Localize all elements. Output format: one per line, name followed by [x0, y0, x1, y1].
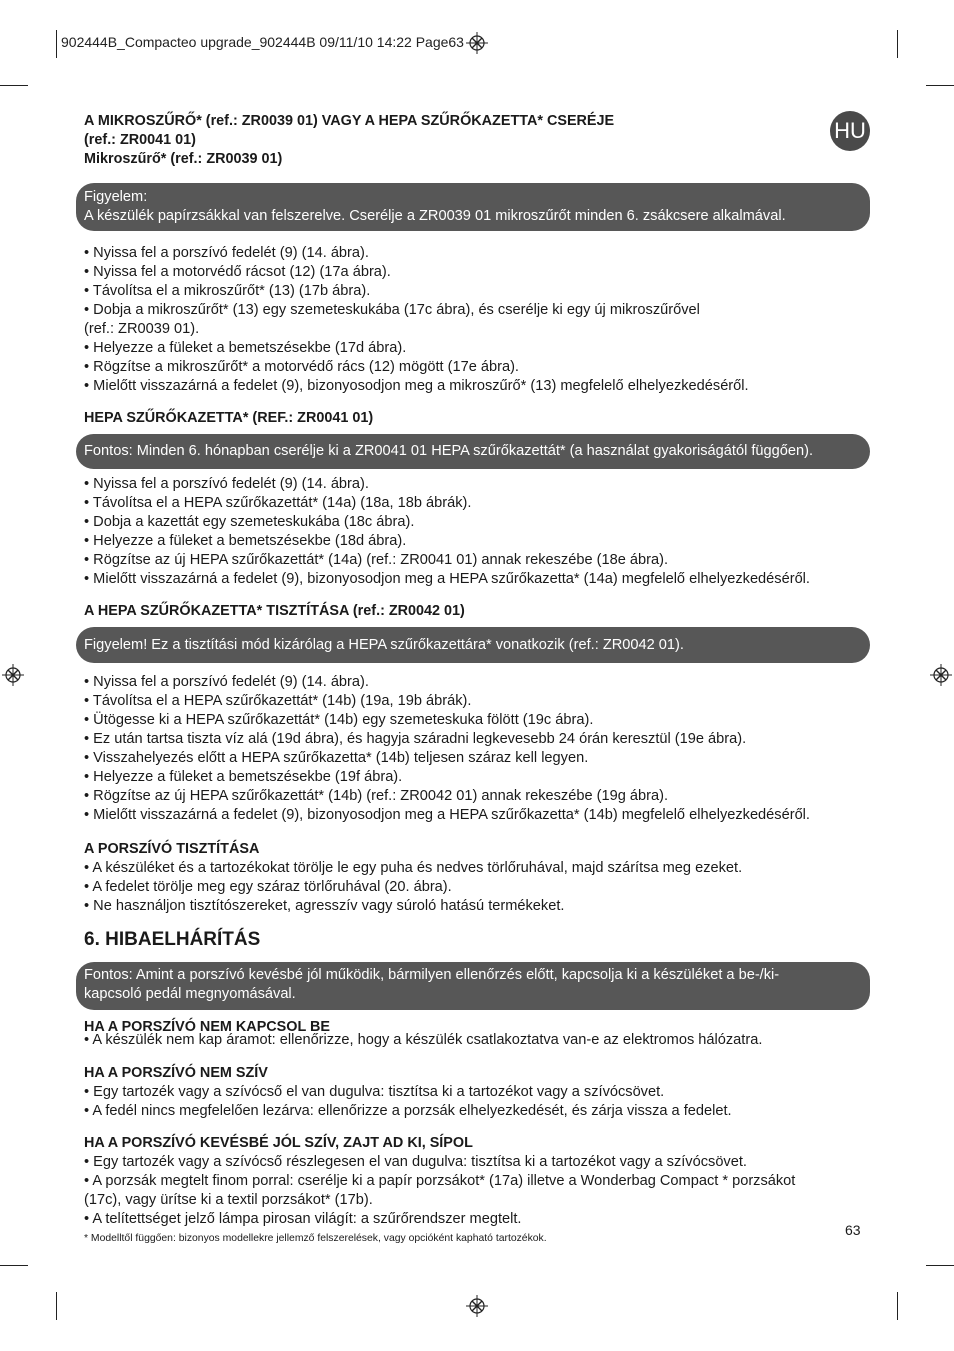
notice-box [76, 627, 870, 663]
list-item: • Nyissa fel a porszívó fedelét (9) (14. ábra). [84, 476, 369, 492]
notice-text: Fontos: Minden 6. hónapban cserélje ki a ZR0041 01 HEPA szűrőkazettát* (a használat gyakoriságától függően). [84, 443, 814, 459]
notice-text: Figyelem: [84, 189, 148, 205]
subsection-heading: HEPA SZŰRŐKAZETTA* (REF.: ZR0041 01) [84, 410, 374, 426]
section-title-line: (ref.: ZR0041 01) [84, 132, 196, 148]
section-heading: 6. HIBAELHÁRÍTÁS [84, 929, 261, 950]
list-item: • Mielőtt visszazárná a fedelet (9), bizonyosodjon meg a mikroszűrő* (13) megfelelő elhelyezkedéséről. [84, 378, 749, 394]
list-item: • Helyezze a füleket a bemetszésekbe (17d ábra). [84, 340, 407, 356]
notice-box [76, 434, 870, 469]
list-item: • Egy tartozék vagy a szívócső részlegesen el van dugulva: tisztítsa ki a tartozékot vagy a szívócsövet. [84, 1154, 747, 1170]
subsection-heading: HA A PORSZÍVÓ NEM KAPCSOL BE [84, 1019, 330, 1035]
list-item: • Rögzítse az új HEPA szűrőkazettát* (14a) (ref.: ZR0041 01) annak rekeszébe (18e ábra). [84, 552, 669, 568]
list-item: • Távolítsa el a HEPA szűrőkazettát* (14a) (18a, 18b ábrák). [84, 495, 472, 511]
list-item: (ref.: ZR0039 01). [84, 321, 200, 337]
list-item: • Visszahelyezés előtt a HEPA szűrőkazetta* (14b) teljesen száraz kell legyen. [84, 750, 589, 766]
page-number: 63 [845, 1222, 861, 1238]
list-item: • Nyissa fel a porszívó fedelét (9) (14. ábra). [84, 674, 369, 690]
list-item: • Helyezze a füleket a bemetszésekbe (19f ábra). [84, 769, 403, 785]
crop-mark [926, 1265, 954, 1266]
list-item: • A készüléket és a tartozékokat törölje le egy puha és nedves törlőruhával, majd szárítsa meg ezeket. [84, 860, 743, 876]
list-item: • Ez után tartsa tiszta víz alá (19d ábra), és hagyja száradni legkevesebb 24 órán keresztül (19e ábra). [84, 731, 747, 747]
list-item: • Nyissa fel a porszívó fedelét (9) (14. ábra). [84, 245, 369, 261]
list-item: • A porzsák megtelt finom porral: cserélje ki a papír porzsákot* (17a) illetve a Wonderbag Compact * porzsákot [84, 1173, 796, 1189]
crop-mark [0, 1265, 28, 1266]
list-item: • Távolítsa el a mikroszűrőt* (13) (17b ábra). [84, 283, 371, 299]
section-title [84, 112, 614, 169]
notice-text: kapcsoló pedál megnyomásával. [84, 986, 296, 1002]
registration-mark-icon [466, 1295, 488, 1317]
list-item: • Nyissa fel a motorvédő rácsot (12) (17a ábra). [84, 264, 391, 280]
list-item: • Dobja a kazettát egy szemeteskukába (18c ábra). [84, 514, 415, 530]
list-item: (17c), vagy ürítse ki a textil porzsákot* (17b). [84, 1192, 373, 1208]
subsection-heading: A PORSZÍVÓ TISZTÍTÁSA [84, 841, 260, 857]
registration-mark-icon [466, 32, 488, 54]
notice-text: Fontos: Amint a porszívó kevésbé jól működik, bármilyen ellenőrzés előtt, kapcsolja ki a készüléket a be-/ki- [84, 967, 780, 983]
list-item: • Egy tartozék vagy a szívócső el van dugulva: tisztítsa ki a tartozékot vagy a szívócsövet. [84, 1084, 665, 1100]
list-item: • Mielőtt visszazárná a fedelet (9), bizonyosodjon meg a HEPA szűrőkazetta* (14a) megfelelő elhelyezkedéséről. [84, 571, 810, 587]
list-item: • Rögzítse az új HEPA szűrőkazettát* (14b) (ref.: ZR0042 01) annak rekeszébe (19g ábra). [84, 788, 669, 804]
section-title-line: A MIKROSZŰRŐ* (ref.: ZR0039 01) VAGY A HEPA SZŰRŐKAZETTA* CSERÉJE [84, 113, 615, 129]
list-item: • Ne használjon tisztítószereket, agresszív vagy súroló hatású termékeket. [84, 898, 565, 914]
crop-mark [0, 85, 28, 86]
crop-mark [926, 85, 954, 86]
instruction-list [84, 1153, 874, 1229]
instruction-list [84, 673, 874, 825]
list-item: • A fedél nincs megfelelően lezárva: ellenőrizze a porzsák elhelyezkedését, és zárja vissza a fedelet. [84, 1103, 732, 1119]
subsection-heading: HA A PORSZÍVÓ KEVÉSBÉ JÓL SZÍV, ZAJT AD KI, SÍPOL [84, 1135, 473, 1151]
list-item: • A készülék nem kap áramot: ellenőrizze, hogy a készülék csatlakoztatva van-e az elektromos hálózatra. [84, 1032, 763, 1048]
crop-mark [897, 30, 898, 58]
instruction-list [84, 244, 874, 396]
footnote: * Modelltől függően: bizonyos modellekre jellemző felszerelések, vagy opcióként kapható tartozékok. [84, 1233, 547, 1244]
section-title-line: Mikroszűrő* (ref.: ZR0039 01) [84, 151, 283, 167]
notice-text: Figyelem! Ez a tisztítási mód kizárólag a HEPA szűrőkazettára* vonatkozik (ref.: ZR0042 01). [84, 637, 684, 653]
list-item: • Rögzítse a mikroszűrőt* a motorvédő rács (12) mögött (17e ábra). [84, 359, 519, 375]
notice-text: A készülék papírzsákkal van felszerelve. Cserélje a ZR0039 01 mikroszűrőt minden 6. zsákcsere alkalmával. [84, 208, 786, 224]
list-item: • Helyezze a füleket a bemetszésekbe (18d ábra). [84, 533, 407, 549]
crop-mark [56, 1292, 57, 1320]
list-item: • Dobja a mikroszűrőt* (13) egy szemeteskukába (17c ábra), és cserélje ki egy új mikroszűrővel [84, 302, 700, 318]
subsection-heading: A HEPA SZŰRŐKAZETTA* TISZTÍTÁSA (ref.: ZR0042 01) [84, 603, 465, 619]
list-item: • A fedelet törölje meg egy száraz törlőruhával (20. ábra). [84, 879, 452, 895]
list-item: • Ütögesse ki a HEPA szűrőkazettát* (14b) egy szemeteskuka fölött (19c ábra). [84, 712, 594, 728]
print-header: 902444B_Compacteo upgrade_902444B 09/11/10 14:22 Page63 [61, 34, 464, 50]
instruction-list [84, 475, 874, 589]
list-item: • Távolítsa el a HEPA szűrőkazettát* (14b) (19a, 19b ábrák). [84, 693, 472, 709]
instruction-list [84, 1083, 874, 1121]
notice-box [76, 962, 870, 1010]
language-badge: HU [830, 111, 870, 151]
notice-box [76, 183, 870, 231]
registration-mark-icon [930, 664, 952, 686]
instruction-list [84, 1031, 874, 1050]
registration-mark-icon [2, 664, 24, 686]
instruction-list [84, 859, 874, 916]
list-item: • Mielőtt visszazárná a fedelet (9), bizonyosodjon meg a HEPA szűrőkazetta* (14b) megfelelő elhelyezkedéséről. [84, 807, 810, 823]
list-item: • A telítettséget jelző lámpa pirosan világít: a szűrőrendszer megtelt. [84, 1211, 522, 1227]
subsection-heading: HA A PORSZÍVÓ NEM SZÍV [84, 1065, 268, 1081]
crop-mark [897, 1292, 898, 1320]
crop-mark [56, 30, 57, 58]
